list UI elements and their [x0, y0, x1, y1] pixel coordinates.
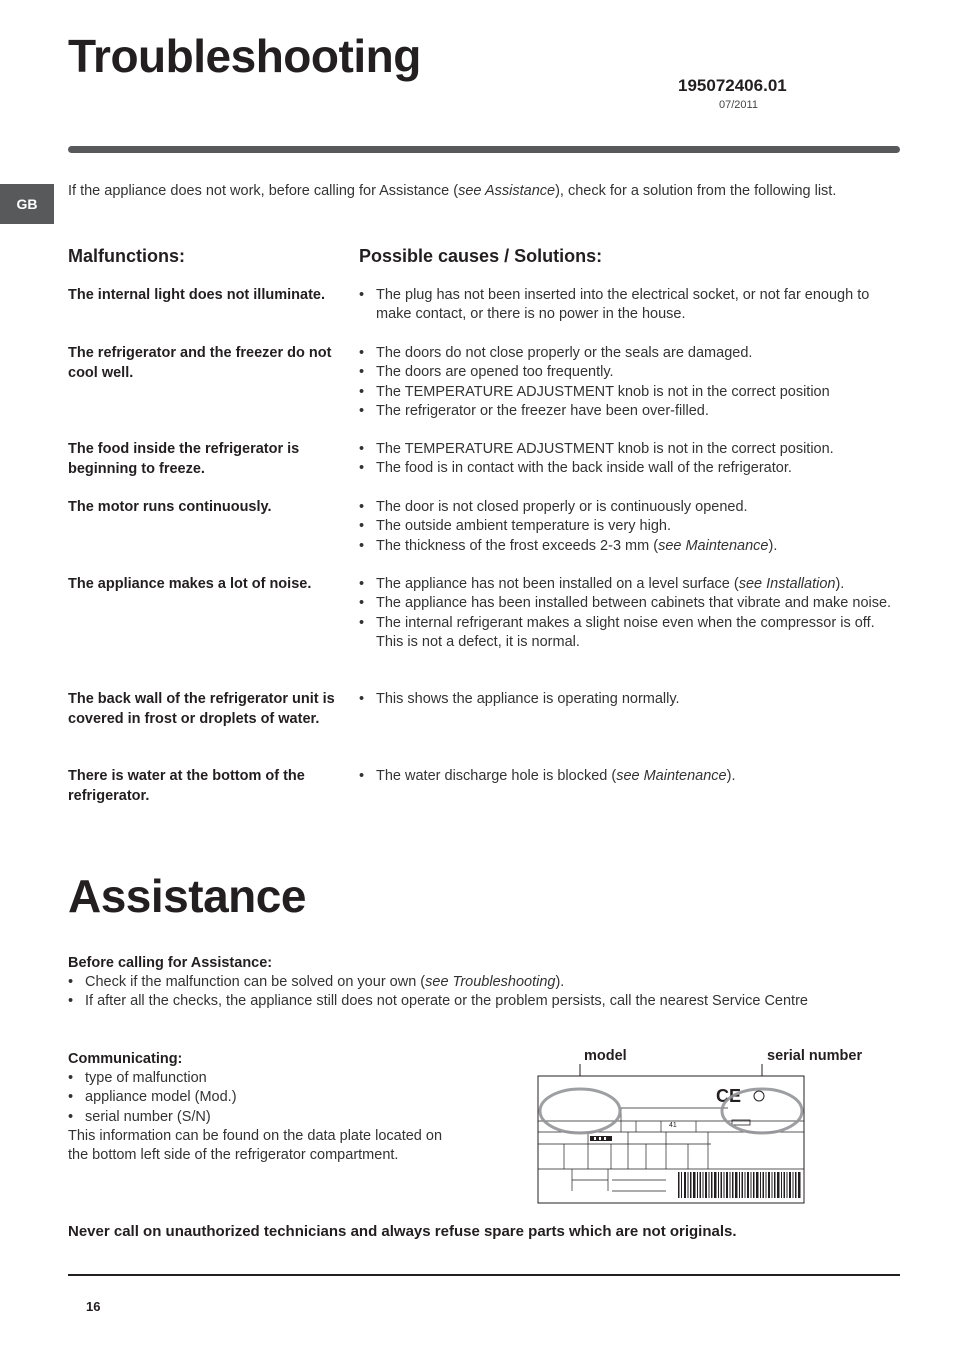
causes-list — [359, 344, 899, 421]
document-date: 07/2011 — [719, 99, 758, 111]
warning-text: Never call on unauthorized technicians and always refuse spare parts which are not originals. — [68, 1223, 737, 1240]
cause-item: • The TEMPERATURE ADJUSTMENT knob is not in the correct position. — [359, 440, 899, 459]
cross-reference: see Installation — [738, 576, 836, 592]
data-plate-note: This information can be found on the data plate located on the bottom left side of the refrigerator compartment. — [68, 1128, 443, 1164]
cause-item: • The TEMPERATURE ADJUSTMENT knob is not in the correct position — [359, 383, 899, 402]
data-plate-illustration — [536, 1064, 808, 1206]
intro-text: If the appliance does not work, before calling for Assistance (see Assistance), check for a solution from the following list. — [68, 183, 837, 199]
malfunction-item: The internal light does not illuminate. — [68, 287, 325, 303]
cause-item: • The thickness of the frost exceeds 2-3 mm (see Maintenance). — [359, 537, 899, 556]
svg-text:CE: CE — [716, 1086, 742, 1106]
causes-list — [359, 575, 899, 652]
cross-reference: see Troubleshooting — [425, 974, 556, 990]
communicating-list — [68, 1069, 468, 1127]
cause-item: • The doors do not close properly or the seals are damaged. — [359, 344, 899, 363]
causes-list — [359, 440, 899, 479]
model-label: model — [584, 1048, 627, 1064]
before-calling-list — [68, 973, 908, 1012]
footer-rule — [68, 1274, 900, 1276]
cause-item: • The doors are opened too frequently. — [359, 363, 899, 382]
cause-item: • The food is in contact with the back inside wall of the refrigerator. — [359, 459, 899, 478]
communicating-heading: Communicating: — [68, 1051, 183, 1067]
cause-item: • The appliance has been installed between cabinets that vibrate and make noise. — [359, 594, 899, 613]
cause-item: • The outside ambient temperature is very high. — [359, 517, 899, 536]
malfunction-item: The appliance makes a lot of noise. — [68, 576, 312, 592]
cross-reference: see Maintenance — [616, 768, 727, 784]
causes-list — [359, 286, 899, 325]
page-title: Troubleshooting — [68, 30, 421, 82]
before-calling-item: • If after all the checks, the appliance still does not operate or the problem persists, call the nearest Service Centre — [68, 992, 908, 1011]
communicating-item: • type of malfunction — [68, 1069, 468, 1088]
svg-text:41: 41 — [669, 1122, 677, 1129]
communicating-item: • appliance model (Mod.) — [68, 1088, 468, 1107]
cause-item: • This shows the appliance is operating normally. — [359, 690, 899, 709]
cause-item: • The refrigerator or the freezer have been over-filled. — [359, 402, 899, 421]
intro-ref: see Assistance — [458, 183, 556, 199]
serial-number-label: serial number — [767, 1048, 863, 1064]
before-calling-item: • Check if the malfunction can be solved on your own (see Troubleshooting). — [68, 973, 908, 992]
malfunctions-heading: Malfunctions: — [68, 246, 185, 266]
malfunction-item: There is water at the bottom of the refrigerator. — [68, 768, 305, 804]
page-number: 16 — [86, 1299, 101, 1314]
cross-reference: see Maintenance — [658, 537, 769, 554]
document-number: 195072406.01 — [678, 76, 787, 95]
cause-item: • The water discharge hole is blocked (see Maintenance). — [359, 767, 899, 786]
header-rule — [68, 146, 900, 153]
causes-list — [359, 690, 899, 709]
malfunction-item: The refrigerator and the freezer do not cool well. — [68, 345, 332, 381]
cause-item: • The door is not closed properly or is continuously opened. — [359, 498, 899, 517]
language-tab: GB — [0, 184, 54, 224]
cause-item: • The internal refrigerant makes a slight noise even when the compressor is off. This is not a defect, it is normal. — [359, 614, 899, 653]
causes-list — [359, 498, 899, 556]
assistance-title: Assistance — [68, 870, 306, 922]
causes-heading: Possible causes / Solutions: — [359, 246, 603, 266]
cause-item: • The appliance has not been installed on a level surface (see Installation). — [359, 575, 899, 594]
malfunction-item: The motor runs continuously. — [68, 499, 272, 515]
malfunction-item: The back wall of the refrigerator unit is covered in frost or droplets of water. — [68, 691, 335, 727]
before-calling-heading: Before calling for Assistance: — [68, 955, 273, 971]
cause-item: • The plug has not been inserted into the electrical socket, or not far enough to make contact, or there is no power in the house. — [359, 286, 899, 325]
malfunction-item: The food inside the refrigerator is beginning to freeze. — [68, 441, 300, 477]
causes-list — [359, 767, 899, 786]
communicating-item: • serial number (S/N) — [68, 1108, 468, 1127]
